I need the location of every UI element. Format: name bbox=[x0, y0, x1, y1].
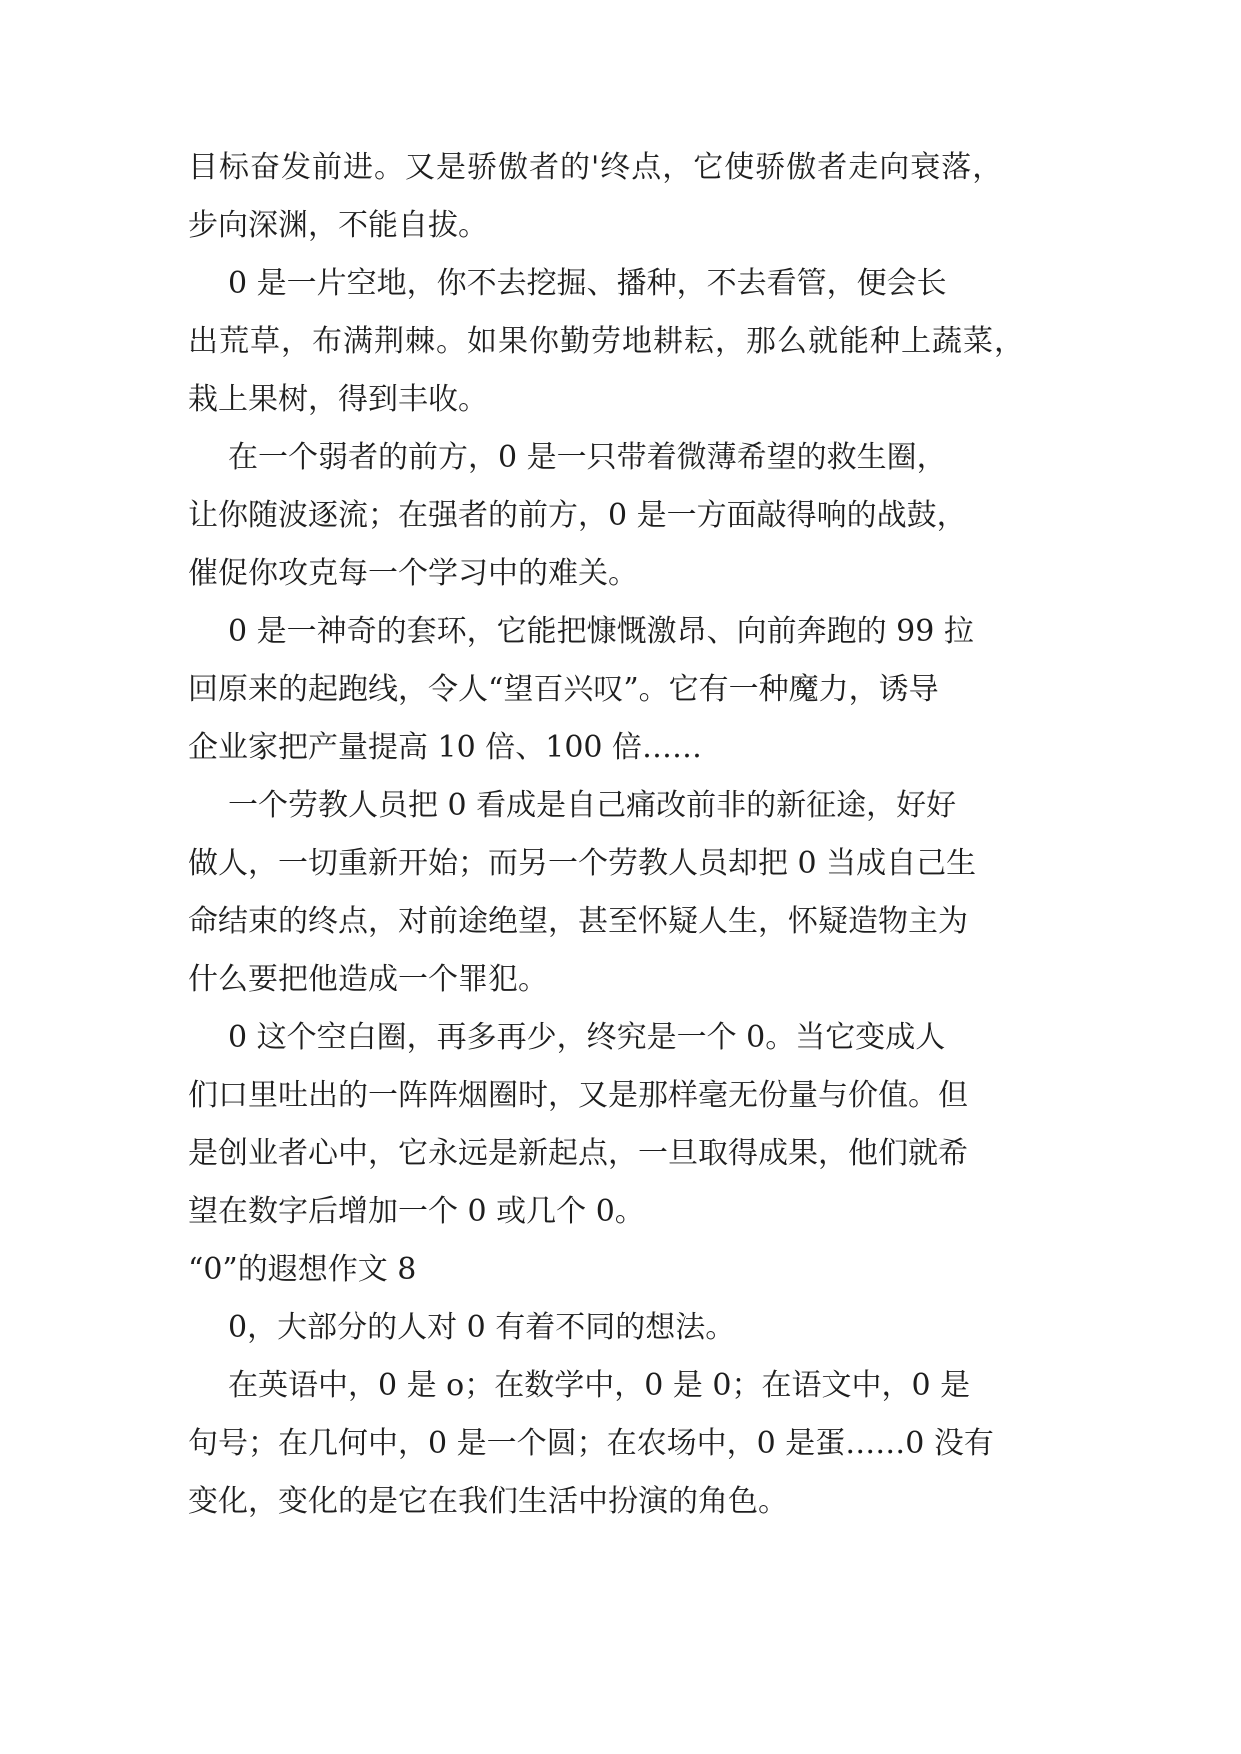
paragraph-start-line: 0 是一神奇的套环，它能把慷慨激昂、向前奔跑的 99 拉 bbox=[228, 614, 974, 649]
text-line: 目标奋发前进。又是骄傲者的'终点，它使骄傲者走向衰落， bbox=[188, 150, 1004, 185]
section-heading: “0”的遐想作文 8 bbox=[188, 1252, 417, 1287]
text-line: 栽上果树，得到丰收。 bbox=[188, 382, 488, 417]
text-line: 回原来的起跑线，令人“望百兴叹”。它有一种魔力，诱导 bbox=[188, 672, 939, 707]
paragraph-start-line: 0，大部分的人对 0 有着不同的想法。 bbox=[228, 1310, 736, 1345]
text-line: 做人，一切重新开始；而另一个劳教人员却把 0 当成自己生 bbox=[188, 846, 977, 881]
text-line: 企业家把产量提高 10 倍、100 倍…… bbox=[188, 730, 703, 765]
text-line: 命结束的终点，对前途绝望，甚至怀疑人生，怀疑造物主为 bbox=[188, 904, 968, 939]
paragraph-start-line: 在英语中，0 是 o；在数学中，0 是 0；在语文中，0 是 bbox=[228, 1368, 971, 1403]
text-line: 句号；在几何中，0 是一个圆；在农场中，0 是蛋……0 没有 bbox=[188, 1426, 994, 1461]
text-line: 什么要把他造成一个罪犯。 bbox=[188, 962, 548, 997]
paragraph-start-line: 0 是一片空地，你不去挖掘、播种，不去看管，便会长 bbox=[228, 266, 947, 301]
paragraph-start-line: 一个劳教人员把 0 看成是自己痛改前非的新征途，好好 bbox=[228, 788, 957, 823]
text-line: 让你随波逐流；在强者的前方，0 是一方面敲得响的战鼓， bbox=[188, 498, 967, 533]
paragraph-start-line: 在一个弱者的前方，0 是一只带着微薄希望的救生圈， bbox=[228, 440, 947, 475]
text-line: 催促你攻克每一个学习中的难关。 bbox=[188, 556, 638, 591]
text-line: 是创业者心中，它永远是新起点，一旦取得成果，他们就希 bbox=[188, 1136, 968, 1171]
text-line: 出荒草，布满荆棘。如果你勤劳地耕耘，那么就能种上蔬菜， bbox=[188, 324, 1025, 359]
text-line: 望在数字后增加一个 0 或几个 0。 bbox=[188, 1194, 645, 1229]
text-line: 步向深渊，不能自拔。 bbox=[188, 208, 488, 243]
text-line: 变化，变化的是它在我们生活中扮演的角色。 bbox=[188, 1484, 788, 1519]
paragraph-start-line: 0 这个空白圈，再多再少，终究是一个 0。当它变成人 bbox=[228, 1020, 946, 1055]
text-line: 们口里吐出的一阵阵烟圈时，又是那样毫无份量与价值。但 bbox=[188, 1078, 968, 1113]
